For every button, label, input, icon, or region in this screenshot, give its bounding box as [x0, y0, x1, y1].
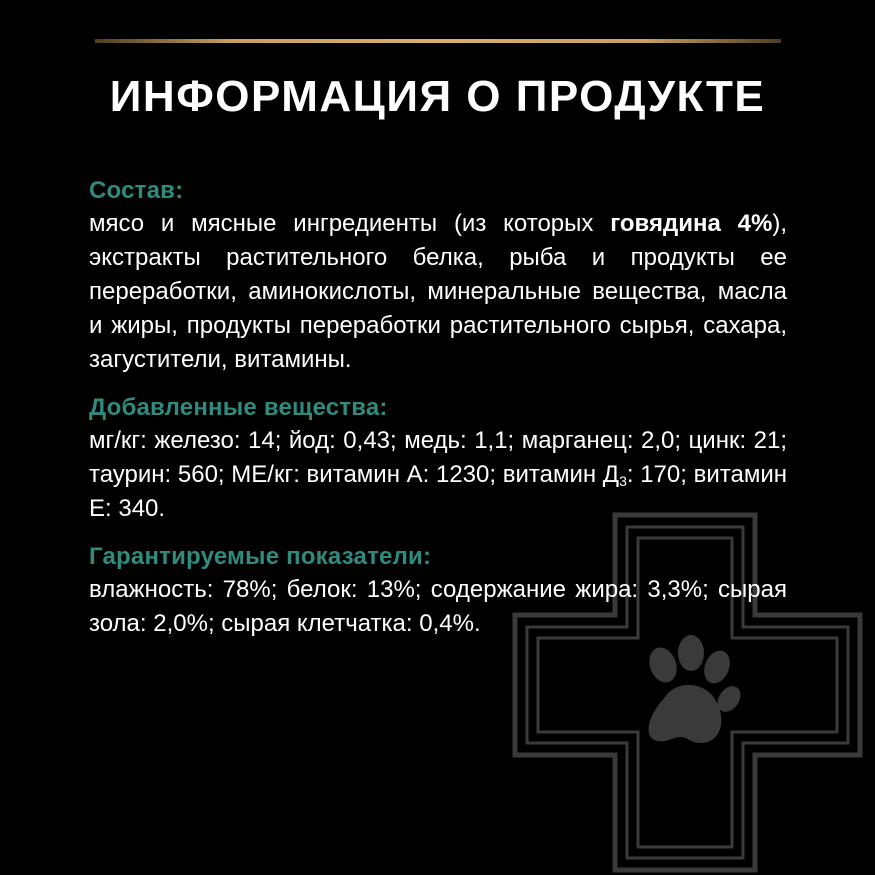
guaranteed-heading: Гарантируемые показатели: [89, 543, 432, 570]
composition-text-end: ), экстракты растительного белка, рыба и продукты ее переработки, аминокислоты, минеральные вещества, масла и жиры, продукты переработки растительного сырья, сахара, загустители, витамины. [89, 210, 787, 373]
guaranteed-section [89, 541, 787, 641]
guaranteed-text: влажность: 78%; белок: 13%; содержание жира: 3,3%; сырая зола: 2,0%; сырая клетчатка: 0,4%. [89, 576, 787, 637]
additives-text-main: мг/кг: железо: 14; йод: 0,43; медь: 1,1; марганец: 2,0; цинк: 21; таурин: 560; МЕ/кг: витамин А: 1230; витамин Д [89, 427, 787, 488]
composition-heading: Состав: [89, 177, 184, 204]
product-info [89, 175, 787, 656]
composition-text [89, 207, 787, 377]
vitamin-d-subscript: 3 [619, 473, 627, 489]
beef-percentage: говядина 4% [610, 210, 773, 237]
gold-divider [95, 39, 781, 43]
additives-heading: Добавленные вещества: [89, 394, 388, 421]
composition-text-start: мясо и мясные ингредиенты (из которых [89, 210, 611, 237]
page-title: ИНФОРМАЦИЯ О ПРОДУКТЕ [109, 72, 766, 121]
additives-text [89, 424, 787, 526]
additives-text-tail: : 170; витамин Е: 340. [89, 461, 787, 522]
composition-section [89, 175, 787, 377]
additives-section [89, 392, 787, 526]
